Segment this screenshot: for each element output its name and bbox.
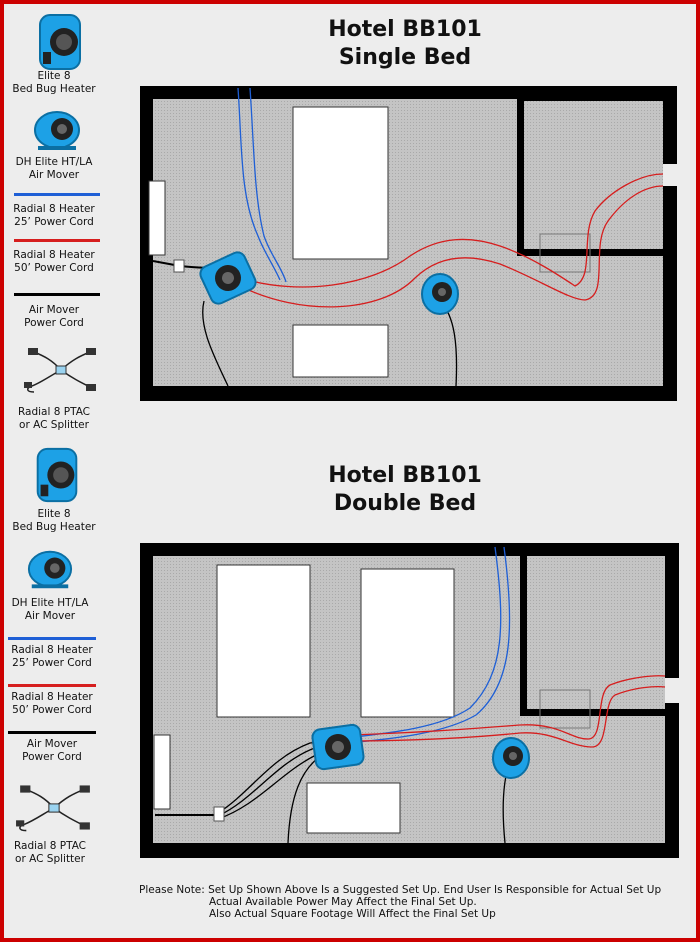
plan-title-line2: Double Bed — [333, 491, 477, 516]
legend-label-line: Air Mover — [28, 169, 80, 181]
legend-label-line: 50’ Power Cord — [14, 262, 94, 274]
bathroom-wall — [517, 99, 524, 256]
legend-label-line: 25’ Power Cord — [12, 657, 92, 669]
legend-label — [4, 644, 100, 670]
legend-label-line: Power Cord — [24, 317, 84, 329]
legend-label-line: 25’ Power Cord — [14, 216, 94, 228]
legend-label-line: Air Mover — [28, 304, 80, 316]
legend-label-line: Radial 8 Heater — [13, 249, 95, 261]
legend-label-line: Bed Bug Heater — [12, 83, 96, 95]
legend-label-line: Radial 8 PTAC — [13, 840, 87, 852]
legend-label-line: Air Mover — [24, 610, 76, 622]
legend-label-line: Radial 8 Heater — [13, 203, 95, 215]
legend-label-line: Elite 8 — [37, 508, 71, 520]
floor-plan-double-bed — [140, 543, 679, 858]
legend-label-line: Radial 8 PTAC — [17, 406, 91, 418]
legend-swatch-25ft-cord — [14, 193, 100, 196]
bed — [217, 565, 310, 717]
dresser — [293, 325, 388, 377]
bathroom-wall — [520, 709, 665, 716]
splitter-icon — [14, 782, 94, 834]
note-line: Actual Available Power May Affect the Final Set Up. — [209, 896, 477, 908]
legend-label — [4, 738, 100, 764]
legend-label — [6, 406, 102, 432]
note-line: Also Actual Square Footage Will Affect the Final Set Up — [209, 908, 496, 920]
ptac-unit — [149, 181, 165, 255]
legend-label-line: Power Cord — [22, 751, 82, 763]
legend-label — [6, 156, 102, 182]
legend-label — [6, 203, 102, 229]
legend-swatch-air-mover-cord — [8, 731, 96, 734]
splitter-connector — [214, 807, 224, 821]
bathroom-door-gap — [665, 678, 679, 703]
plan-title-line1: Hotel BB101 — [328, 17, 482, 42]
air-mover-icon — [422, 274, 458, 314]
legend-label — [6, 508, 102, 534]
bed — [293, 107, 388, 259]
heater-icon — [32, 446, 82, 504]
legend-label-line: Elite 8 — [37, 70, 71, 82]
bathroom-wall — [520, 556, 527, 716]
splitter-connector — [174, 260, 184, 272]
legend-label-line: Air Mover — [26, 738, 78, 750]
bathroom-door-gap — [663, 164, 677, 186]
legend-label-line: or AC Splitter — [19, 419, 89, 431]
legend-swatch-air-mover-cord — [14, 293, 100, 296]
legend-label-line: DH Elite HT/LA — [11, 597, 89, 609]
splitter-icon — [22, 346, 100, 394]
plan-title-line2: Single Bed — [338, 45, 472, 70]
legend-label-line: Radial 8 Heater — [11, 691, 93, 703]
legend-label-line: Bed Bug Heater — [12, 521, 96, 533]
legend-label-line: Radial 8 Heater — [11, 644, 93, 656]
legend-label-line: DH Elite HT/LA — [15, 156, 93, 168]
legend-swatch-50ft-cord — [14, 239, 100, 242]
plan-title-line1: Hotel BB101 — [328, 463, 482, 488]
ptac-unit — [154, 735, 170, 809]
legend-swatch-50ft-cord — [8, 684, 96, 687]
heater-icon — [36, 12, 84, 72]
legend-label — [6, 249, 102, 275]
setup-note — [139, 884, 679, 920]
legend-label — [2, 597, 98, 623]
legend-label — [4, 691, 100, 717]
note-line: Please Note: Set Up Shown Above Is a Suggested Set Up. End User Is Responsible for Actual Set Up — [139, 884, 662, 896]
air-mover-icon — [493, 738, 529, 778]
floor-plan-single-bed — [140, 86, 677, 401]
air-mover-icon — [26, 548, 74, 592]
dresser — [307, 783, 400, 833]
legend-swatch-25ft-cord — [8, 637, 96, 640]
legend-label-line: 50’ Power Cord — [12, 704, 92, 716]
plan-title — [240, 16, 570, 72]
legend-label — [2, 840, 98, 866]
floor — [153, 99, 663, 386]
legend-label — [6, 304, 102, 330]
heater-icon — [311, 724, 364, 770]
legend-label — [6, 70, 102, 96]
legend-label-line: or AC Splitter — [15, 853, 85, 865]
air-mover-icon — [32, 110, 82, 152]
bed — [361, 569, 454, 717]
plan-title — [240, 462, 570, 518]
